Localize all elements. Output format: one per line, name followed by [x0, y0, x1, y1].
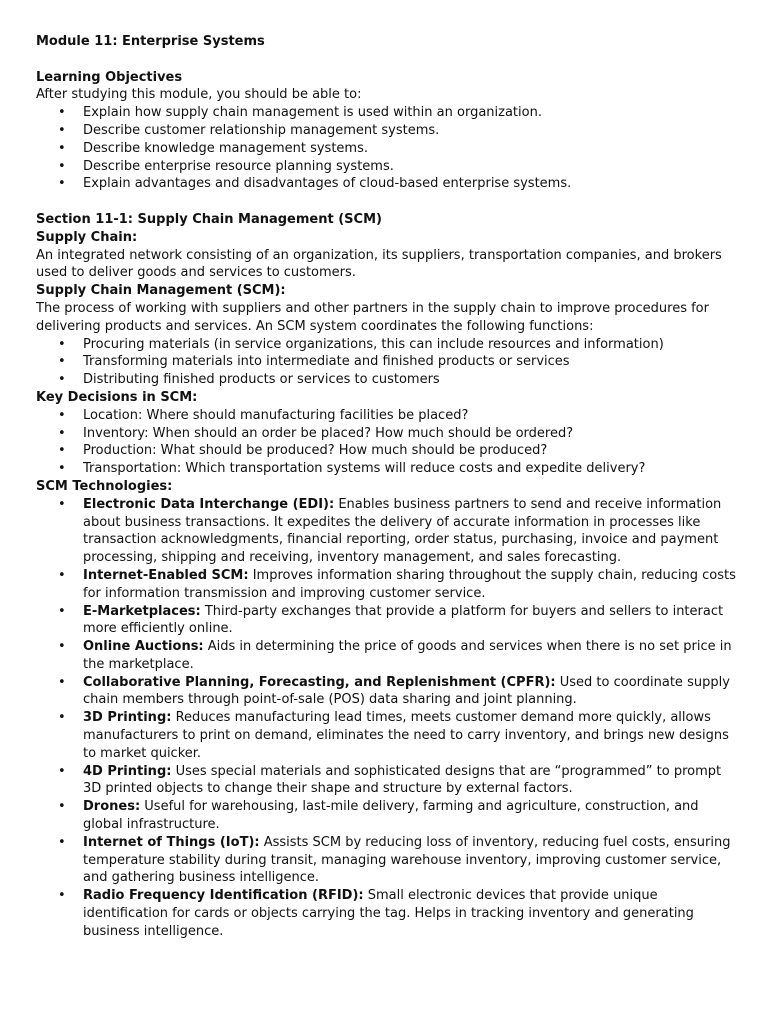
bullet-icon: • [58, 710, 66, 726]
scm-technologies-heading: SCM Technologies: [36, 478, 173, 494]
list-item [36, 122, 736, 140]
key-decisions-heading: Key Decisions in SCM: [36, 389, 198, 405]
list-item-text: Explain advantages and disadvantages of cloud-based enterprise systems. [83, 176, 572, 192]
list-item-text: Transforming materials into intermediate and finished products or services [83, 354, 570, 370]
list-item [36, 353, 736, 371]
term: Radio Frequency Identification (RFID): [83, 888, 364, 904]
scm-functions-list [36, 336, 736, 389]
list-item [36, 407, 736, 425]
supply-chain-heading: Supply Chain: [36, 229, 138, 245]
scm-technologies-list [36, 496, 736, 941]
bullet-icon: • [58, 140, 66, 156]
list-item [36, 798, 736, 834]
term: 4D Printing: [83, 763, 172, 779]
bullet-icon: • [58, 354, 66, 370]
definition: Reduces manufacturing lead times, meets customer demand more quickly, allows manufacturers to print on demand, eliminates the need to carry inventory, and brings new designs to market quicker. [83, 710, 729, 761]
list-item-text: Explain how supply chain management is used within an organization. [83, 105, 542, 121]
scm-text: The process of working with suppliers and other partners in the supply chain to improve procedures for delivering products and services. An SCM system coordinates the following functions: [36, 300, 709, 334]
definition: Uses special materials and sophisticated designs that are “programmed” to prompt 3D printed objects to change their shape and structure by external factors. [83, 763, 722, 797]
definition: Small electronic devices that provide unique identification for cards or objects carrying the tag. Helps in tracking inventory and generating business intelligence. [83, 888, 694, 939]
term: Electronic Data Interchange (EDI): [83, 496, 335, 512]
list-item-text: Describe enterprise resource planning systems. [83, 158, 394, 174]
list-item-text: Production: What should be produced? How much should be produced? [83, 443, 548, 459]
term: E-Marketplaces: [83, 603, 201, 619]
bullet-icon: • [58, 443, 66, 459]
list-item [36, 158, 736, 176]
spacer [36, 193, 736, 211]
term: Collaborative Planning, Forecasting, and Replenishment (CPFR): [83, 674, 556, 690]
list-item [36, 638, 736, 674]
bullet-icon: • [58, 372, 66, 388]
learning-objectives-intro: After studying this module, you should be able to: [36, 87, 362, 103]
definition: Used to coordinate supply chain members through point-of-sale (POS) data sharing and joint planning. [83, 674, 730, 708]
list-item-text: Transportation: Which transportation systems will reduce costs and expedite delivery? [83, 461, 646, 477]
list-item [36, 336, 736, 354]
list-item [36, 104, 736, 122]
list-item [36, 567, 736, 603]
learning-objectives-heading: Learning Objectives [36, 69, 183, 85]
list-item [36, 460, 736, 478]
list-item [36, 371, 736, 389]
list-item [36, 442, 736, 460]
list-item [36, 763, 736, 799]
key-decisions-list [36, 407, 736, 478]
bullet-icon: • [58, 176, 66, 192]
bullet-icon: • [58, 674, 66, 690]
list-item-text: Describe knowledge management systems. [83, 140, 368, 156]
term: Online Auctions: [83, 639, 204, 655]
document-page [36, 33, 736, 941]
term: 3D Printing: [83, 710, 172, 726]
list-item-text: Procuring materials (in service organizations, this can include resources and information) [83, 336, 664, 352]
bullet-icon: • [58, 105, 66, 121]
list-item-text: Describe customer relationship management systems. [83, 122, 440, 138]
bullet-icon: • [58, 834, 66, 850]
definition: Third-party exchanges that provide a platform for buyers and sellers to interact more efficiently online. [83, 603, 724, 637]
learning-objectives-list [36, 104, 736, 193]
term: Internet of Things (IoT): [83, 834, 260, 850]
spacer [36, 51, 736, 69]
bullet-icon: • [58, 639, 66, 655]
bullet-icon: • [58, 407, 66, 423]
bullet-icon: • [58, 799, 66, 815]
list-item [36, 603, 736, 639]
bullet-icon: • [58, 496, 66, 512]
bullet-icon: • [58, 461, 66, 477]
definition: Aids in determining the price of goods and services when there is no set price in the marketplace. [83, 639, 732, 672]
definition: Useful for warehousing, last-mile delivery, farming and agriculture, construction, and global infrastructure. [83, 799, 699, 833]
term: Internet-Enabled SCM: [83, 567, 249, 583]
list-item [36, 140, 736, 158]
section-heading: Section 11-1: Supply Chain Management (SCM) [36, 211, 382, 227]
bullet-icon: • [58, 336, 66, 352]
bullet-icon: • [58, 603, 66, 619]
module-title: Module 11: Enterprise Systems [36, 34, 265, 49]
list-item [36, 496, 736, 567]
list-item [36, 175, 736, 193]
bullet-icon: • [58, 158, 66, 174]
bullet-icon: • [58, 122, 66, 138]
definition: Assists SCM by reducing loss of inventory, reducing fuel costs, ensuring temperature stability during transit, managing warehouse inventory, improving customer service, and gathering business intelligence. [83, 834, 731, 886]
list-item-text: Inventory: When should an order be placed? How much should be ordered? [83, 425, 574, 441]
scm-heading: Supply Chain Management (SCM): [36, 283, 286, 299]
supply-chain-text: An integrated network consisting of an organization, its suppliers, transportation companies, and brokers used to deliver goods and services to customers. [36, 247, 722, 281]
bullet-icon: • [58, 888, 66, 904]
definition: Improves information sharing throughout the supply chain, reducing costs for information transmission and improving customer service. [83, 567, 736, 601]
list-item [36, 709, 736, 762]
definition: Enables business partners to send and receive information about business transactions. It expedites the delivery of accurate information in processes like transaction acknowledgments, financial reporting, order status, purchasing, invoice and payment processing, shipping and receiving, inventory management, and sales forecasting. [83, 496, 722, 566]
bullet-icon: • [58, 567, 66, 583]
list-item [36, 834, 736, 887]
bullet-icon: • [58, 425, 66, 441]
bullet-icon: • [58, 763, 66, 779]
list-item [36, 674, 736, 710]
list-item [36, 887, 736, 940]
list-item-text: Distributing finished products or services to customers [83, 372, 440, 388]
list-item-text: Location: Where should manufacturing facilities be placed? [83, 407, 469, 423]
list-item [36, 425, 736, 443]
term: Drones: [83, 799, 141, 815]
